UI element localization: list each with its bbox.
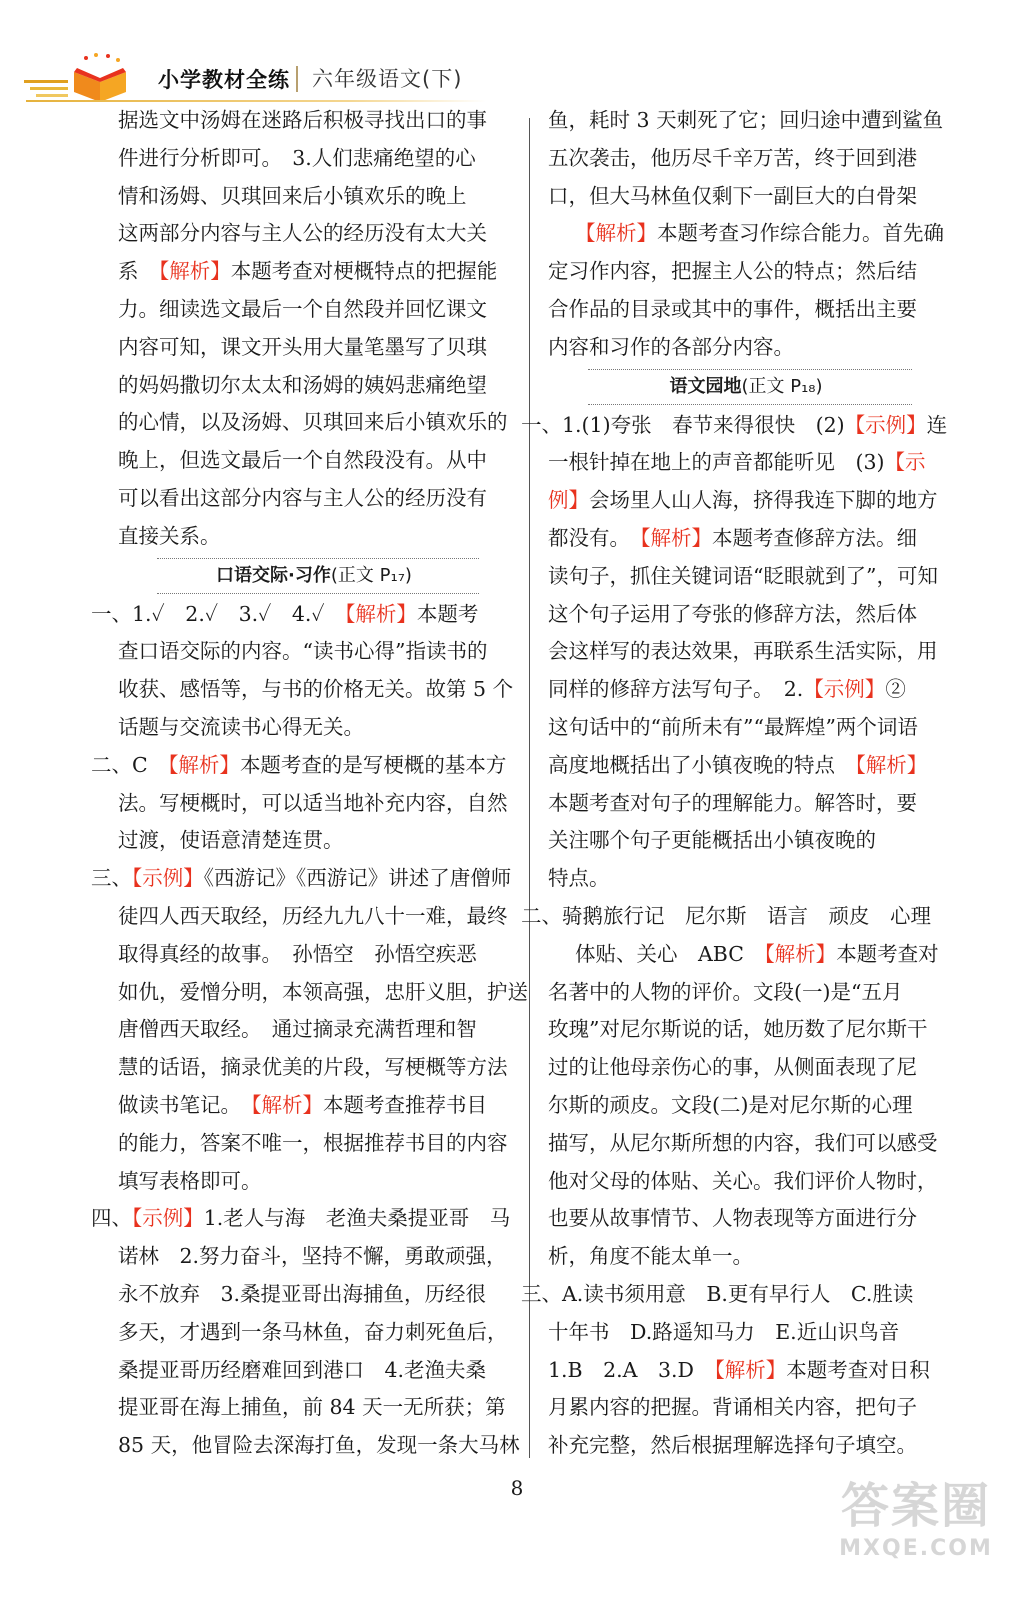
text-line — [548, 444, 944, 482]
section-page-ref: (正文 P₁₇) — [330, 564, 412, 586]
text-line: 诺林 2.努力奋斗，坚持不懈，勇敢顽强， — [118, 1244, 507, 1269]
text-fragment: 本题考查对 — [836, 941, 939, 966]
text-fragment: 示 — [905, 450, 926, 475]
text-fragment: 体贴、关心 ABC — [575, 941, 765, 966]
analysis-tag: 【解析】 — [575, 221, 657, 246]
text-fragment: 连 — [926, 412, 948, 437]
text-fragment: 《西游记》《西游记》讲述了唐僧师 — [203, 866, 512, 891]
text-line: 尔斯的顽皮。文段(二)是对尼尔斯的心理 — [548, 1092, 913, 1117]
page-header — [0, 0, 1034, 110]
text-line: 直接关系。 — [118, 523, 221, 548]
text-fragment: 本题考查的是写梗概的基本方 — [239, 752, 507, 777]
text-line: 据选文中汤姆在迷路后积极寻找出口的事 — [118, 108, 487, 132]
text-fragment: 一、1.✓ 2.✓ 3.✓ 4.✓ — [91, 601, 346, 626]
text-fragment: 高度地概括出了小镇夜晚的特点 — [548, 752, 856, 777]
open-book-logo-icon — [22, 52, 142, 104]
text-line: 口，但大马林鱼仅剩下一副巨大的白骨架 — [548, 183, 917, 208]
text-fragment: 本题考 — [416, 601, 479, 626]
section-heading — [548, 367, 944, 407]
text-line: 他对父母的体贴、关心。我们评价人物时， — [548, 1168, 938, 1193]
text-fragment: 1.老人与海 老渔夫桑提亚哥 马 — [203, 1206, 511, 1231]
section-page-ref: (正文 P₁₈) — [741, 375, 823, 397]
text-line: 件进行分析即可。 3.人们悲痛绝望的心 — [118, 145, 476, 170]
analysis-tag: 【解析】 — [159, 259, 231, 284]
text-line: 名著中的人物的评价。文段(一)是“五月 — [548, 979, 903, 1004]
text-line: 这句话中的“前所未有”“最辉煌”两个词语 — [548, 714, 918, 739]
text-fragment: 一根针掉在地上的声音都能听见 (3) — [548, 450, 885, 475]
example-tag: 【示例】 — [132, 866, 204, 891]
text-line: 月累内容的把握。背诵相关内容，把句子 — [548, 1395, 917, 1420]
text-line: 徒四人西天取经，历经九九八十一难，最终 — [118, 903, 508, 928]
text-line — [118, 253, 510, 291]
text-fragment: 四、 — [91, 1206, 132, 1231]
text-line: 描写，从尼尔斯所想的内容，我们可以感受 — [548, 1130, 938, 1155]
text-line: 本题考查对句子的理解能力。解答时，要 — [548, 790, 917, 815]
analysis-tag: 【解析】 — [714, 1357, 787, 1382]
grade-subtitle: 六年级语文(下) — [312, 67, 463, 91]
watermark-url: MXQE.COM — [839, 1536, 993, 1561]
text-line: 唐僧西天取经。 通过摘录充满哲理和智 — [118, 1017, 477, 1042]
text-line: 读句子，抓住关键词语“眨眼就到了”，可知 — [548, 563, 938, 588]
text-line — [548, 520, 944, 558]
text-line: 桑提亚哥历经磨难回到港口 4.老渔夫桑 — [118, 1357, 487, 1382]
text-fragment: 三、 — [91, 866, 132, 891]
analysis-tag: 【解析】 — [345, 601, 417, 626]
example-tag: 【示例】 — [803, 677, 886, 702]
text-line: 力。细读选文最后一个自然段并回忆课文 — [118, 296, 487, 321]
text-line: 内容和习作的各部分内容。 — [548, 334, 794, 359]
question-line: 二、骑鹅旅行记 尼尔斯 语言 顽皮 心理 — [521, 903, 931, 928]
text-line — [548, 936, 944, 974]
section-heading — [118, 556, 510, 596]
text-line: 取得真经的故事。 孙悟空 孙悟空疾恶 — [118, 941, 477, 966]
text-line: 慧的话语，摘录优美的片段，写梗概等方法 — [118, 1055, 508, 1080]
text-line: 会这样写的表达效果，再联系生活实际，用 — [548, 639, 938, 664]
text-line — [548, 215, 944, 253]
question-line — [91, 860, 510, 898]
header-separator — [296, 66, 298, 92]
example-tag: 【示例】 — [132, 1206, 204, 1231]
question-line — [521, 407, 948, 445]
text-fragment: 系 — [118, 259, 159, 284]
question-line — [91, 747, 510, 785]
text-fragment: 本题考查推荐书目 — [323, 1092, 487, 1117]
text-line: 收获、感悟等，与书的价格无关。故第 5 个 — [118, 677, 514, 702]
text-line: 填写表格即可。 — [118, 1168, 262, 1193]
text-line: 法。写梗概时，可以适当地补充内容，自然 — [118, 790, 508, 815]
text-line: 也要从故事情节、人物表现等方面进行分 — [548, 1206, 917, 1231]
text-fragment: ② — [885, 677, 906, 702]
question-line — [91, 1200, 510, 1238]
text-fragment: 本题考查修辞方法。细 — [712, 525, 917, 550]
text-line: 这个句子运用了夸张的修辞方法，然后体 — [548, 601, 917, 626]
analysis-tag: 【解析】 — [640, 525, 712, 550]
text-fragment: 都没有。 — [548, 525, 641, 550]
text-line: 玫瑰”对尼尔斯说的话，她历数了尼尔斯干 — [548, 1017, 928, 1042]
column-divider — [529, 118, 530, 1458]
text-line: 过渡，使语意清楚连贯。 — [118, 828, 344, 853]
text-line: 查口语交际的内容。“读书心得”指读书的 — [118, 639, 488, 664]
text-line: 特点。 — [548, 866, 610, 891]
text-fragment: 会场里人山人海，挤得我连下脚的地方 — [589, 488, 938, 513]
text-line — [118, 1087, 510, 1125]
right-column — [521, 102, 948, 1465]
section-title: 语文园地 — [669, 375, 742, 397]
text-fragment: 本题考查对梗概特点的把握能 — [230, 259, 498, 284]
text-line: 如仇，爱憎分明，本领高强，忠肝义胆，护送 — [118, 979, 528, 1004]
text-line — [548, 747, 944, 785]
watermark-logo — [826, 1476, 1006, 1586]
brand-title: 小学教材全练 — [158, 68, 290, 92]
question-line — [91, 596, 510, 634]
text-line: 可以看出这部分内容与主人公的经历没有 — [118, 485, 487, 510]
text-line: 这两部分内容与主人公的经历没有太大关 — [118, 221, 487, 246]
text-fragment: 本题考查对日积 — [786, 1357, 930, 1382]
text-fragment: 一、1.(1)夸张 春节来得很快 (2) — [521, 412, 845, 437]
text-fragment: 二、C — [91, 752, 169, 777]
text-line: 的心情，以及汤姆、贝琪回来后小镇欢乐的 — [118, 410, 508, 435]
analysis-tag: 【解析】 — [251, 1092, 323, 1117]
example-tag: 【示例】 — [844, 412, 927, 437]
text-line: 晚上，但选文最后一个自然段没有。从中 — [118, 448, 487, 473]
text-line: 永不放弃 3.桑提亚哥出海捕鱼，历经很 — [118, 1281, 487, 1306]
text-line — [548, 671, 944, 709]
text-fragment: 同样的修辞方法写句子。 2. — [548, 677, 804, 702]
text-line: 十年书 D.路遥知马力 E.近山识鸟音 — [548, 1319, 900, 1344]
text-line: 情和汤姆、贝琪回来后小镇欢乐的晚上 — [118, 183, 467, 208]
question-line: 三、A.读书须用意 B.更有早行人 C.胜读 — [521, 1281, 914, 1306]
text-line: 内容可知，课文开头用大量笔墨写了贝琪 — [118, 334, 487, 359]
text-line: 关注哪个句子更能概括出小镇夜晚的 — [548, 828, 876, 853]
text-fragment: 本题考查习作综合能力。首先确 — [657, 221, 944, 246]
text-line: 析，角度不能太单一。 — [548, 1244, 753, 1269]
analysis-tag: 【解析】 — [764, 941, 837, 966]
text-line: 过的让他母亲伤心的事，从侧面表现了尼 — [548, 1055, 917, 1080]
text-line — [548, 1352, 944, 1390]
analysis-tag: 【解析】 — [168, 752, 240, 777]
text-line: 五次袭击，他历尽千辛万苦，终于回到港 — [548, 145, 917, 170]
text-line: 话题与交流读书心得无关。 — [118, 714, 364, 739]
example-tag-start: 【示 — [884, 450, 926, 475]
text-line: 多天，才遇到一条马林鱼，奋力刺死鱼后， — [118, 1319, 508, 1344]
analysis-tag: 【解析】 — [855, 752, 928, 777]
text-line: 定习作内容，把握主人公的特点；然后结 — [548, 259, 917, 284]
example-tag-end: 例】 — [548, 488, 589, 513]
text-line: 鱼，耗时 3 天刺死了它；回归途中遭到鲨鱼 — [548, 108, 944, 132]
text-line: 合作品的目录或其中的事件，概括出主要 — [548, 296, 917, 321]
left-column — [91, 102, 528, 1465]
text-line: 的妈妈撒切尔太太和汤姆的姨妈悲痛绝望 — [118, 372, 487, 397]
text-line: 85 天，他冒险去深海打鱼，发现一条大马林 — [118, 1433, 520, 1458]
text-line: 补充完整，然后根据理解选择句子填空。 — [548, 1433, 917, 1458]
text-line: 提亚哥在海上捕鱼，前 84 天一无所获；第 — [118, 1395, 506, 1420]
section-title: 口语交际·习作 — [216, 564, 331, 586]
text-line: 的能力，答案不唯一，根据推荐书目的内容 — [118, 1130, 508, 1155]
watermark-text: 答案圈 — [840, 1478, 991, 1534]
text-line — [548, 482, 944, 520]
text-fragment: 1.B 2.A 3.D — [548, 1357, 715, 1382]
page-number: 8 — [510, 1476, 524, 1500]
text-fragment: 做读书笔记。 — [118, 1092, 252, 1117]
